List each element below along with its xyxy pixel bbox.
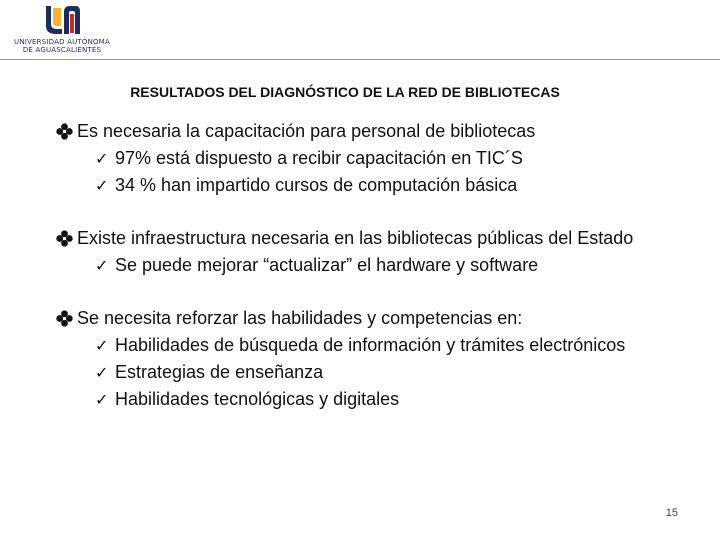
checkmark-icon: ✓ [95,149,109,168]
diamond-bullet-icon [56,230,73,247]
sub-item-text: 97% está dispuesto a recibir capacitación en TIC´S [115,148,523,168]
slide-content [56,118,696,413]
sub-item [77,386,696,413]
sub-item-text: Se puede mejorar “actualizar” el hardware y software [115,255,539,275]
sub-item-text: Habilidades tecnológicas y digitales [115,389,400,409]
logo-line-1: UNIVERSIDAD AUTÓNOMA [14,38,110,46]
sub-item-text: Estrategias de enseñanza [115,362,324,382]
slide-title: RESULTADOS DEL DIAGNÓSTICO DE LA RED DE BIBLIOTECAS [130,84,560,100]
bullet-point-2 [56,225,696,279]
university-emblem-icon [40,4,84,36]
sub-list [77,145,696,199]
university-logo [6,4,118,56]
sub-item [77,172,696,199]
checkmark-icon: ✓ [95,390,109,409]
checkmark-icon: ✓ [95,363,109,382]
header-divider [0,59,720,60]
sub-item-text: Habilidades de búsqueda de información y trámites electrónicos [115,335,626,355]
bullet-point-1 [56,118,696,199]
checkmark-icon: ✓ [95,176,109,195]
logo-line-2: DE AGUASCALIENTES [22,46,102,54]
sub-list [77,332,696,413]
checkmark-icon: ✓ [95,336,109,355]
diamond-bullet-icon [56,123,73,140]
sub-item [77,145,696,172]
bullet-text: Existe infraestructura necesaria en las bibliotecas públicas del Estado [77,228,634,248]
sub-item [77,252,696,279]
bullet-point-3 [56,305,696,413]
sub-item [77,359,696,386]
bullet-text: Se necesita reforzar las habilidades y competencias en: [77,308,523,328]
checkmark-icon: ✓ [95,256,109,275]
bullet-text: Es necesaria la capacitación para personal de bibliotecas [77,121,536,141]
sub-list [77,252,696,279]
diamond-bullet-icon [56,310,73,327]
page-number: 15 [665,507,678,519]
sub-item-text: 34 % han impartido cursos de computación básica [115,175,518,195]
sub-item [77,332,696,359]
